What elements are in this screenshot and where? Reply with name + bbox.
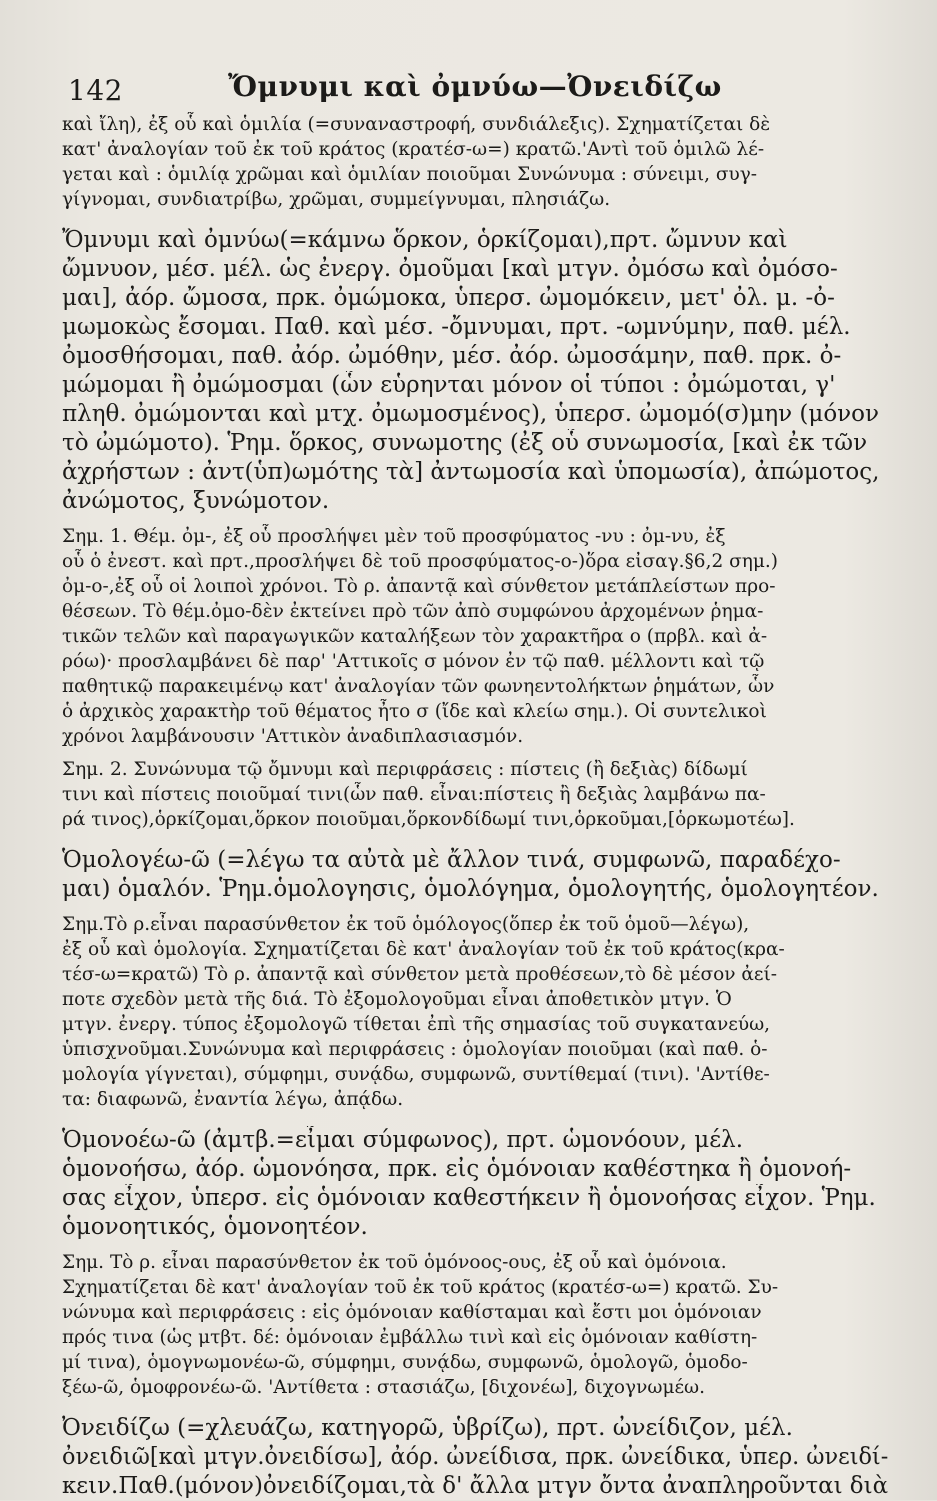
text-line: σας εἶχον, ὑπερσ. εἰς ὁμόνοιαν καθεστήκειν ἢ ὁμονοήσας εἶχον. Ῥημ. [62, 1185, 876, 1211]
text-line: νώνυμα καὶ περιφράσεις : εἰς ὁμόνοιαν καθίσταμαι καὶ ἔστι μοι ὁμόνοιαν [62, 1302, 762, 1323]
text-line: Ὄμνυμι καὶ ὀμνύω(=κάμνω ὅρκον, ὁρκίζομαι),πρτ. ὤμνυν καὶ [62, 227, 788, 253]
running-title: Ὄμνυμι καὶ ὀμνύω—Ὀνειδίζω [228, 70, 722, 103]
text-line: γεται καὶ : ὁμιλίᾳ χρῶμαι καὶ ὁμιλίαν ποιοῦμαι Συνώνυμα : σύνειμι, συγ- [62, 164, 758, 185]
text-line: μώμομαι ἢ ὀμώμοσμαι (ὧν εὑρηνται μόνον οἱ τύποι : ὀμώμοται, γ' [62, 372, 836, 398]
text-line: ἀχρήστων : ἀντ(ὑπ)ωμότης τὰ] ἀντωμοσία καὶ ὑπομωσία), ἀπώμοτος, [62, 459, 880, 485]
entry-homonoeo-remark [62, 1250, 888, 1400]
text-line: ὤμνυον, μέσ. μέλ. ὡς ἐνεργ. ὀμοῦμαι [καὶ μτγν. ὀμόσω καὶ ὀμόσο- [62, 256, 838, 282]
text-line: ρόω)· προσλαμβάνει δὲ παρ' 'Αττικοῖς σ μόνον ἐν τῷ παθ. μέλλοντι καὶ τῷ [62, 651, 765, 672]
text-line: γίγνομαι, συνδιατρίβω, χρῶμαι, συμμείγνυμαι, πλησιάζω. [62, 189, 611, 210]
text-line: κατ' ἀναλογίαν τοῦ ἐκ τοῦ κράτος (κρατέσ-ω=) κρατῶ.'Αντὶ τοῦ ὁμιλῶ λέ- [62, 139, 765, 160]
text-line: τέσ-ω=κρατῶ) Τὸ ρ. ἀπαντᾷ καὶ σύνθετον μετὰ προθέσεων,τὸ δὲ μέσον ἀεί- [62, 964, 777, 985]
text-line: Σημ. 2. Συνώνυμα τῷ ὄμνυμι καὶ περιφράσεις : πίστεις (ἢ δεξιὰς) δίδωμί [62, 759, 748, 780]
text-line: Σημ. Τὸ ρ. εἶναι παρασύνθετον ἐκ τοῦ ὁμόνοος-ους, ἐξ οὗ καὶ ὁμόνοια. [62, 1252, 727, 1273]
text-line: μί τινα), ὁμογνωμονέω-ῶ, σύμφημι, συνᾴδω, συμφωνῶ, ὁμολογῶ, ὁμοδο- [62, 1352, 748, 1373]
text-line: Σχηματίζεται δὲ κατ' ἀναλογίαν τοῦ ἐκ τοῦ κράτος (κρατέσ-ω=) κρατῶ. Συ- [62, 1277, 779, 1298]
text-line: καὶ ἴλη), ἐξ οὗ καὶ ὁμιλία (=συναναστροφή, συνδιάλεξις). Σχηματίζεται δὲ [62, 114, 771, 135]
page-header [68, 66, 868, 106]
text-line: ὀμοσθήσομαι, παθ. ἀόρ. ὠμόθην, μέσ. ἀόρ. ὠμοσάμην, παθ. πρκ. ὀ- [62, 343, 842, 369]
entry-omnymi-note [62, 112, 888, 212]
entry-omnymi-remark-2 [62, 757, 888, 832]
text-line: ὀμ-ο-,ἐξ οὗ οἱ λοιποὶ χρόνοι. Τὸ ρ. ἀπαντᾷ καὶ σύνθετον μετάπλείστων προ- [62, 576, 776, 597]
text-line: ρά τινος),ὁρκίζομαι,ὅρκον ποιοῦμαι,ὅρκονδίδωμί τινι,ὁρκοῦμαι,[ὁρκωμοτέω]. [62, 809, 795, 830]
text-line: τικῶν τελῶν καὶ παραγωγικῶν καταλήξεων τὸν χαρακτῆρα ο (πρβλ. καὶ ἀ- [62, 626, 768, 647]
text-line: χρόνοι λαμβάνουσιν 'Αττικὸν ἀναδιπλασιασμόν. [62, 726, 524, 747]
text-line: πρός τινα (ὡς μτβτ. δέ: ὁμόνοιαν ἐμβάλλω τινὶ καὶ εἰς ὁμόνοιαν καθίστη- [62, 1327, 758, 1348]
entry-homologeo [62, 846, 888, 904]
text-line: ὁμονοητικός, ὁμονοητέον. [62, 1214, 368, 1240]
text-line: μωμοκὼς ἔσομαι. Παθ. καὶ μέσ. -ὄμνυμαι, πρτ. -ωμνύμην, παθ. μέλ. [62, 314, 851, 340]
text-line: πληθ. ὀμώμονται καὶ μτχ. ὀμωμοσμένος), ὑπερσ. ὠμομό(σ)μην (μόνον [62, 401, 879, 427]
text-line: μολογία γίγνεται), σύμφημι, συνᾴδω, συμφωνῶ, συντίθεμαί (τινι). 'Αντίθε- [62, 1064, 770, 1085]
text-line: ὑπισχνοῦμαι.Συνώνυμα καὶ περιφράσεις : ὁμολογίαν ποιοῦμαι (καὶ παθ. ὁ- [62, 1039, 768, 1060]
text-line: τα: διαφωνῶ, ἐναντία λέγω, ἀπᾴδω. [62, 1089, 404, 1110]
text-line: μαι], ἀόρ. ὤμοσα, πρκ. ὀμώμοκα, ὑπερσ. ὠμομόκειν, μετ' ὀλ. μ. -ὀ- [62, 285, 835, 311]
text-line: Ὁμονοέω-ῶ (ἀμτβ.=εἶμαι σύμφωνος), πρτ. ὡμονόουν, μέλ. [62, 1127, 744, 1153]
entry-homonoeo [62, 1126, 888, 1242]
text-line: τὸ ὠμώμοτο). Ῥημ. ὅρκος, συνωμοτης (ἐξ οὗ συνωμοσία, [καὶ ἐκ τῶν [62, 430, 868, 456]
text-line: ἐξ οὗ καὶ ὁμολογία. Σχηματίζεται δὲ κατ' ἀναλογίαν τοῦ ἐκ τοῦ κράτος(κρα- [62, 939, 785, 960]
text-line: Σημ.Τὸ ρ.εἶναι παρασύνθετον ἐκ τοῦ ὁμόλογος(ὅπερ ἐκ τοῦ ὁμοῦ—λέγω), [62, 914, 750, 935]
page-body [62, 112, 888, 1501]
text-line: οὗ ὁ ἐνεστ. καὶ πρτ.,προσλήψει δὲ τοῦ προσφύματος-ο-)ὅρα εἰσαγ.§6,2 σημ.) [62, 551, 778, 572]
text-line: Σημ. 1. Θέμ. ὀμ-, ἐξ οὗ προσλήψει μὲν τοῦ προσφύματος -νυ : ὀμ-νυ, ἐξ [62, 526, 726, 547]
text-line: ποτε σχεδὸν μετὰ τῆς διά. Τὸ ἐξομολογοῦμαι εἶναι ἀποθετικὸν μτγν. Ὁ [62, 989, 732, 1010]
entry-homologeo-remark [62, 912, 888, 1112]
text-line: τινι καὶ πίστεις ποιοῦμαί τινι(ὧν παθ. εἶναι:πίστεις ἢ δεξιὰς λαμβάνω πα- [62, 784, 766, 805]
text-line: παθητικῷ παρακειμένῳ κατ' ἀναλογίαν τῶν φωνηεντολήκτων ῥημάτων, ὧν [62, 676, 775, 697]
text-line: μαι) ὁμαλόν. Ῥημ.ὁμολογησις, ὁμολόγημα, ὁμολογητής, ὁμολογητέον. [62, 876, 879, 902]
text-line: ὁ ἀρχικὸς χαρακτὴρ τοῦ θέματος ἦτο σ (ἴδε καὶ κλείω σημ.). Οἱ συντελικοὶ [62, 701, 767, 722]
entry-oneidizo [62, 1414, 888, 1501]
text-line: θέσεων. Τὸ θέμ.ὀμο-δὲν ἐκτείνει πρὸ τῶν ἀπὸ συμφώνου ἀρχομένων ῥημα- [62, 601, 764, 622]
text-line: κειν.Παθ.(μόνον)ὀνειδίζομαι,τὰ δ' ἄλλα μτγν ὄντα ἀναπληροῦνται διὰ [62, 1473, 888, 1499]
text-line: ὀνειδιῶ[καὶ μτγν.ὀνειδίσω], ἀόρ. ὠνείδισα, πρκ. ὠνείδικα, ὑπερ. ὠνειδί- [62, 1444, 889, 1470]
text-line: ξέω-ῶ, ὁμοφρονέω-ῶ. 'Αντίθετα : στασιάζω, [διχονέω], διχογνωμέω. [62, 1377, 706, 1398]
text-line: Ὁμολογέω-ῶ (=λέγω τα αὐτὰ μὲ ἄλλον τινά, συμφωνῶ, παραδέχο- [62, 847, 841, 873]
page-number: 142 [68, 74, 123, 107]
text-line: Ὀνειδίζω (=χλευάζω, κατηγορῶ, ὑβρίζω), πρτ. ὠνείδιζον, μέλ. [62, 1415, 793, 1441]
text-line: μτγν. ἐνεργ. τύπος ἐξομολογῶ τίθεται ἐπὶ τῆς σημασίας τοῦ συγκατανεύω, [62, 1014, 771, 1035]
text-line: ἀνώμοτος, ξυνώμοτον. [62, 488, 330, 514]
entry-omnymi [62, 226, 888, 516]
entry-omnymi-remark-1 [62, 524, 888, 749]
text-line: ὁμονοήσω, ἀόρ. ὡμονόησα, πρκ. εἰς ὁμόνοιαν καθέστηκα ἢ ὁμονοή- [62, 1156, 852, 1182]
